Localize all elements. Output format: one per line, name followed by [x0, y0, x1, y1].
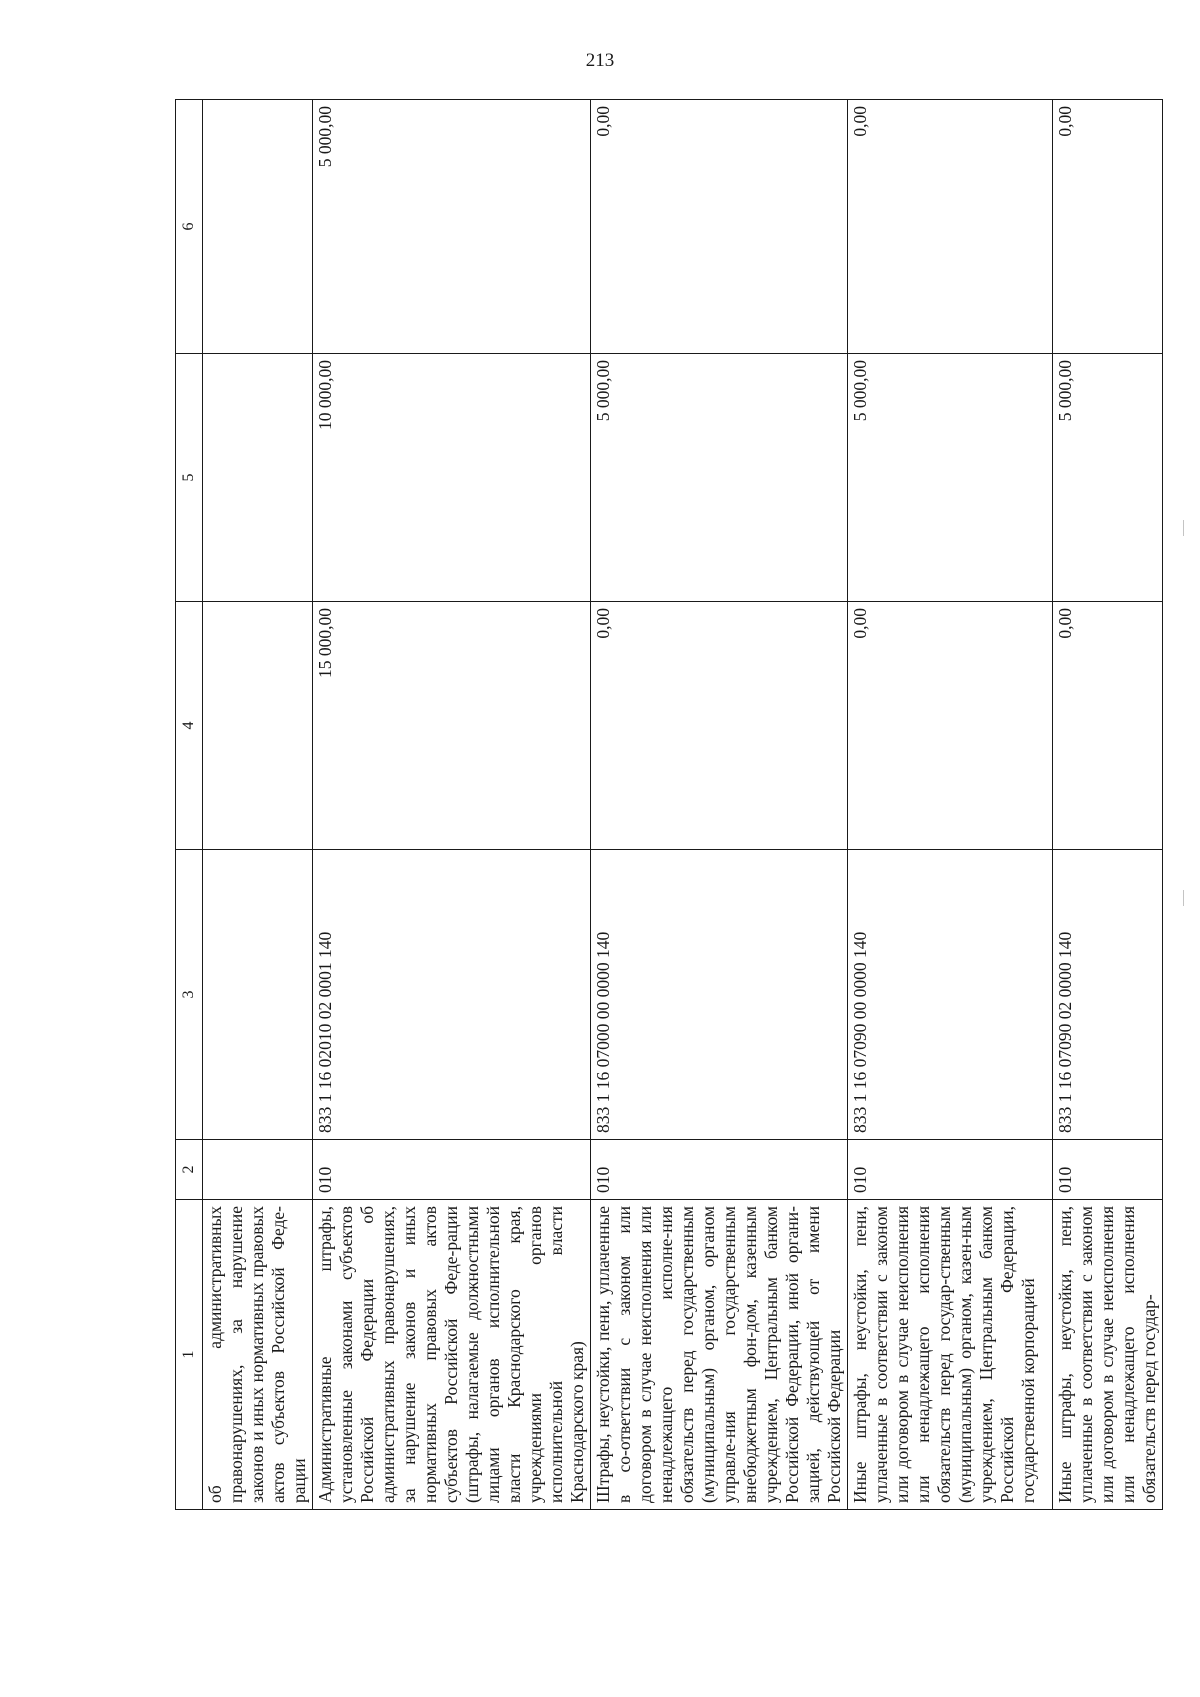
row-description: Иные штрафы, неустойки, пени, уплаченные в соответствии с законом или договором в случае неисполнения или ненадлежащего исполнения обязательств перед государ-: [1053, 1200, 1163, 1510]
row-value-col5: 5 000,00: [848, 354, 1053, 602]
table-header-cell: 3: [176, 850, 203, 1140]
table-row: [203, 100, 313, 1510]
row-value-col5: [203, 354, 313, 602]
table-row: [1053, 100, 1163, 1510]
row-budget-code: 833 1 16 07000 00 0000 140: [591, 850, 848, 1140]
rotated-table-container: [175, 100, 1159, 1510]
row-description: Штрафы, неустойки, пени, уплаченные в со-ответствии с законом или договором в случае неисполнения или ненадлежащего исполне-ния обязательств перед государственным (муниципальным) органом, органом управле-ния государственным внебюджетным фон-дом, казенным учреждением, Центральным банком Российской Федерации, иной органи-зацией, действующей от имени Российской Федерации: [591, 1200, 848, 1510]
row-value-col4: [203, 602, 313, 850]
row-budget-code: 833 1 16 07090 00 0000 140: [848, 850, 1053, 1140]
row-budget-code: 833 1 16 07090 02 0000 140: [1053, 850, 1163, 1140]
table-header-cell: 1: [176, 1200, 203, 1510]
row-description: Иные штрафы, неустойки, пени, уплаченные в соответствии с законом или договором в случае неисполнения или ненадлежащего исполнения обязательств перед государ-ственным (муниципальным) органом, казен-ным учреждением, Центральным банком Российской Федерации, государственной корпорацией: [848, 1200, 1053, 1510]
row-line-code: 010: [591, 1140, 848, 1200]
table-row: [848, 100, 1053, 1510]
table-header-row: [176, 100, 203, 1510]
row-value-col6: 5 000,00: [313, 100, 591, 354]
row-line-code: 010: [1053, 1140, 1163, 1200]
table-row: [313, 100, 591, 1510]
row-value-col6: 0,00: [848, 100, 1053, 354]
row-value-col6: [203, 100, 313, 354]
page-number: 213: [585, 50, 615, 71]
table-header-cell: 4: [176, 602, 203, 850]
row-value-col5: 5 000,00: [1053, 354, 1163, 602]
row-description: об административных правонарушениях, за нарушение законов и иных нормативных правовых актов субъектов Российской Феде-рации: [203, 1200, 313, 1510]
row-value-col6: 0,00: [591, 100, 848, 354]
row-budget-code: [203, 850, 313, 1140]
table-header-cell: 6: [176, 100, 203, 354]
row-value-col5: 10 000,00: [313, 354, 591, 602]
table-header-cell: 2: [176, 1140, 203, 1200]
table-row: [591, 100, 848, 1510]
row-value-col4: 15 000,00: [313, 602, 591, 850]
row-value-col5: 5 000,00: [591, 354, 848, 602]
row-line-code: 010: [313, 1140, 591, 1200]
row-description: Административные штрафы, установленные законами субъектов Российской Федерации об административных правонарушениях, за нарушение законов и иных нормативных правовых актов субъектов Российской Феде-рации (штрафы, налагаемые должностными лицами органов исполнительной власти Краснодарского края, учреждениями органов исполнительной власти Краснодарского края): [313, 1200, 591, 1510]
revenue-table: [175, 99, 1163, 1510]
row-value-col4: 0,00: [591, 602, 848, 850]
row-line-code: [203, 1140, 313, 1200]
row-value-col4: 0,00: [848, 602, 1053, 850]
row-value-col6: 0,00: [1053, 100, 1163, 354]
row-budget-code: 833 1 16 02010 02 0001 140: [313, 850, 591, 1140]
table-header-cell: 5: [176, 354, 203, 602]
scan-artifact-mark: [1183, 890, 1184, 906]
scan-artifact-mark: [1183, 520, 1184, 536]
row-line-code: 010: [848, 1140, 1053, 1200]
row-value-col4: 0,00: [1053, 602, 1163, 850]
